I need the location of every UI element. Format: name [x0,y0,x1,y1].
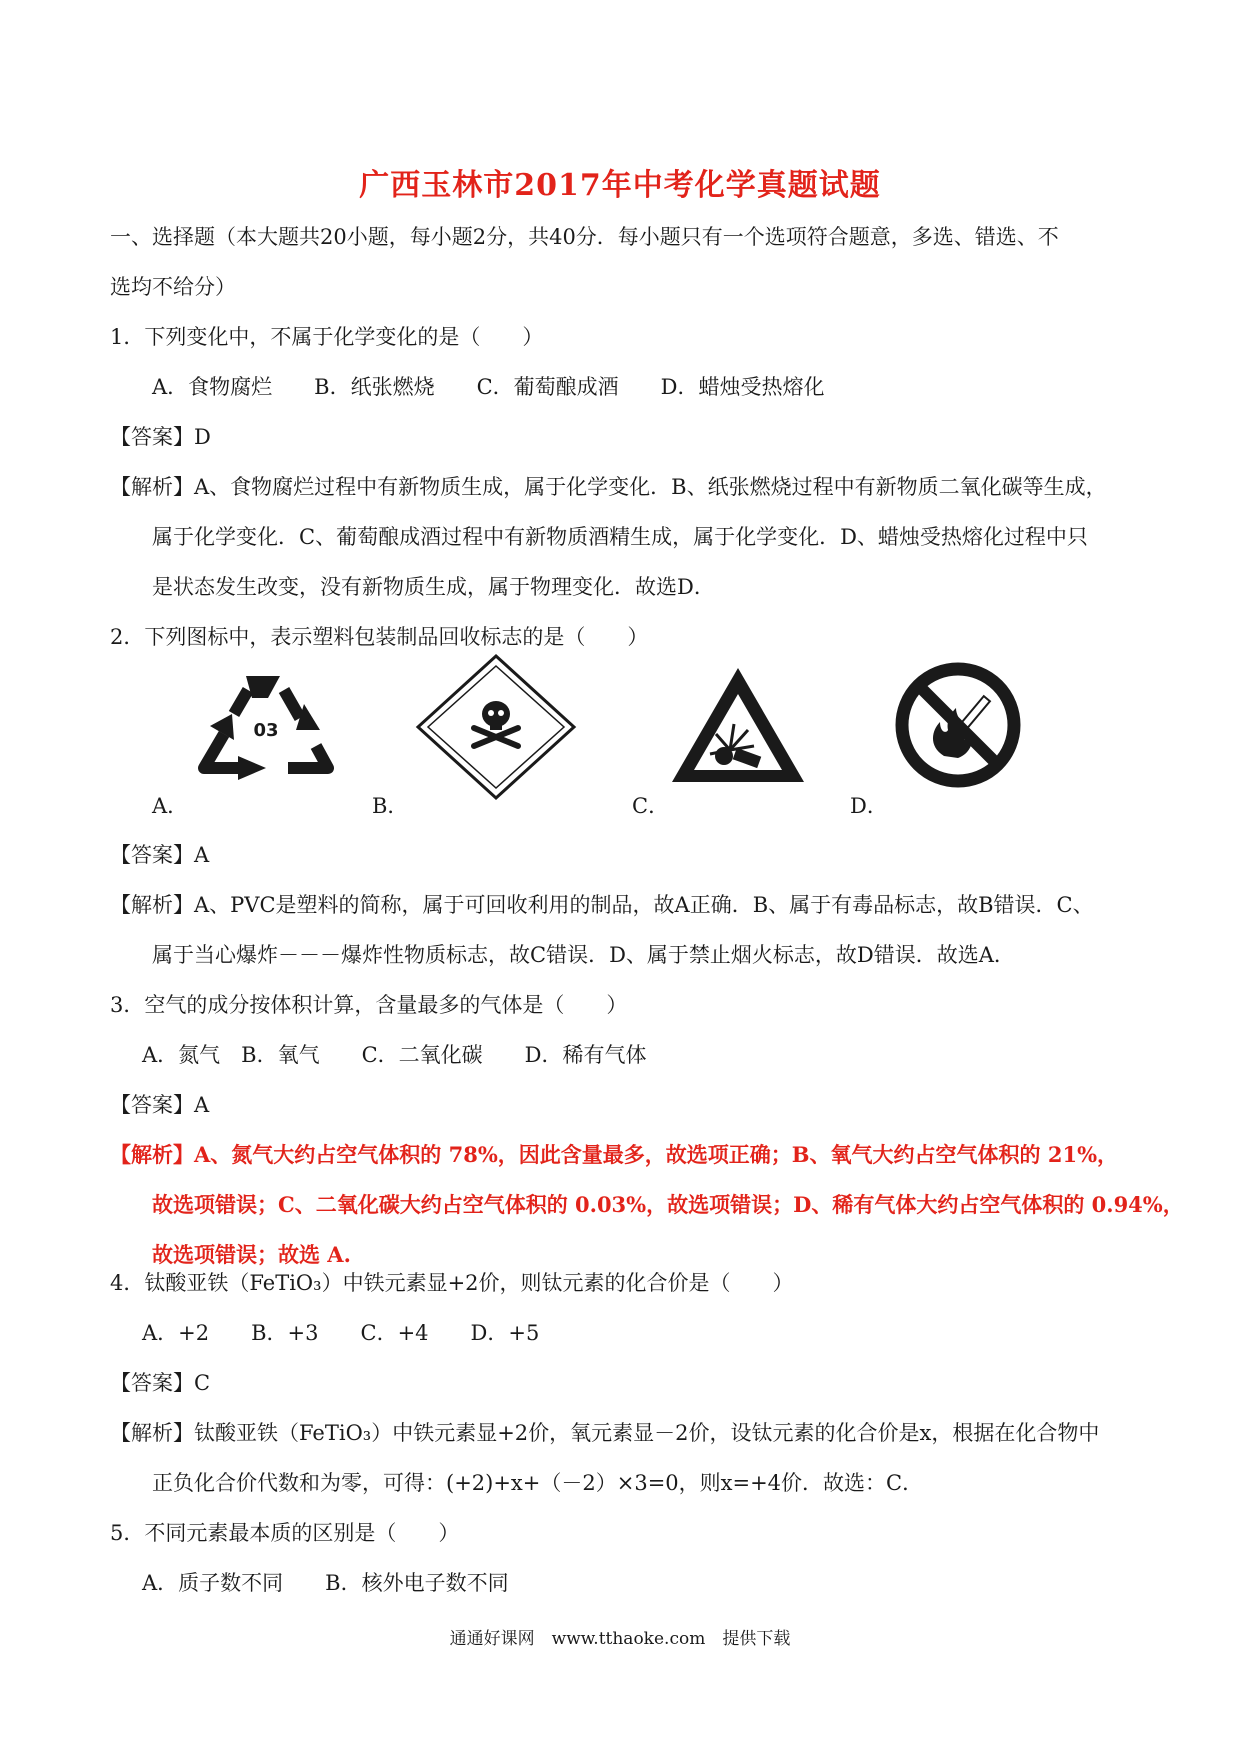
q1-stem: 1．下列变化中，不属于化学变化的是（ ） [110,325,544,349]
q1-analysis-line: 【解析】A、食物腐烂过程中有新物质生成，属于化学变化．B、纸张燃烧过程中有新物质二氧化碳等生成， [110,475,1107,499]
page-title: 广西玉林市2017年中考化学真题试题 [359,168,881,203]
q2-analysis-line: 属于当心爆炸－－－爆炸性物质标志，故C错误．D、属于禁止烟火标志，故D错误．故选A． [152,943,1015,967]
no-fire-icon [888,660,1028,790]
q2-answer: 【答案】A [110,843,210,867]
q2-stem: 2．下列图标中，表示塑料包装制品回收标志的是（ ） [110,625,649,649]
q2-option-label-a: A． [152,794,189,818]
q1-options: A．食物腐烂 B．纸张燃烧 C．葡萄酿成酒 D．蜡烛受热熔化 [152,375,825,399]
toxic-icon [414,652,578,802]
q3-answer: 【答案】A [110,1093,210,1117]
q3-options: A．氮气 B．氧气 C．二氧化碳 D．稀有气体 [142,1043,647,1067]
q3-analysis-line: 故选项错误；故选 A. [152,1242,351,1267]
q4-answer: 【答案】C [110,1371,211,1395]
q4-options: A．+2 B．+3 C．+4 D．+5 [142,1321,540,1345]
recycle-icon [188,668,344,788]
q1-answer: 【答案】D [110,425,211,449]
q4-analysis-line: 【解析】钛酸亚铁（FeTiO₃）中铁元素显+2价，氧元素显－2价，设钛元素的化合价是x，根据在化合物中 [110,1421,1100,1445]
q1-analysis-line: 是状态发生改变，没有新物质生成，属于物理变化．故选D． [152,575,715,599]
q3-stem: 3．空气的成分按体积计算，含量最多的气体是（ ） [110,993,628,1017]
section-header-line2: 选均不给分） [110,275,236,299]
q5-options: A．质子数不同 B．核外电子数不同 [142,1571,509,1595]
q5-stem: 5．不同元素最本质的区别是（ ） [110,1521,460,1545]
q3-analysis-line: 【解析】A、氮气大约占空气体积的 78%，因此含量最多，故选项正确；B、氧气大约占空气体积的 21%， [110,1142,1119,1167]
section-header-line1: 一、选择题（本大题共20小题，每小题2分，共40分．每小题只有一个选项符合题意，多选、错选、不 [110,225,1059,249]
recycle-icon-number: 03 [253,720,279,741]
q1-analysis-line: 属于化学变化．C、葡萄酿成酒过程中有新物质酒精生成，属于化学变化．D、蜡烛受热熔化过程中只 [152,525,1088,549]
q2-option-label-d: D． [850,794,888,818]
page-footer: 通通好课网 www.tthaoke.com 提供下载 [449,1629,791,1649]
q3-analysis-line: 故选项错误；C、二氧化碳大约占空气体积的 0.03%，故选项错误；D、稀有气体大约占空气体积的 0.94%， [152,1192,1184,1217]
q2-analysis-line: 【解析】A、PVC是塑料的简称，属于可回收利用的制品，故A正确．B、属于有毒品标志，故B错误．C、 [110,893,1094,917]
explosive-warning-icon [668,664,808,788]
q2-option-label-b: B． [372,794,409,818]
q4-stem: 4．钛酸亚铁（FeTiO₃）中铁元素显+2价，则钛元素的化合价是（ ） [110,1271,794,1295]
q4-analysis-line: 正负化合价代数和为零，可得：(+2)+x+（－2）×3=0，则x=+4价．故选：C． [152,1471,924,1495]
q2-option-label-c: C． [632,794,670,818]
